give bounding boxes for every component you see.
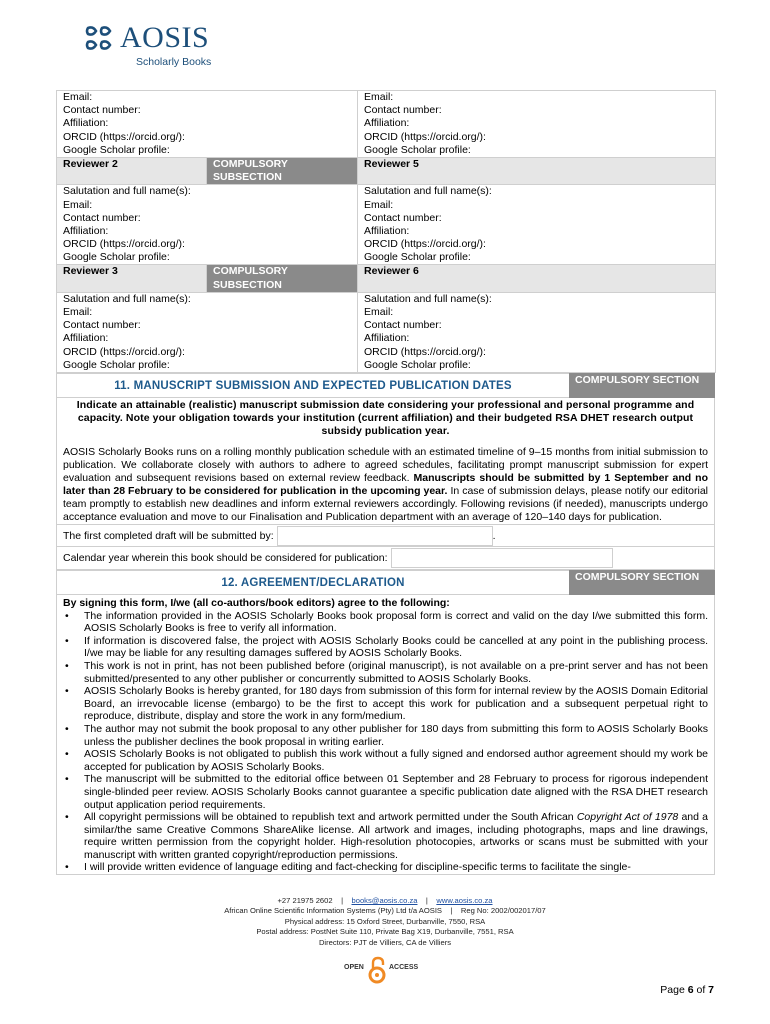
- page-prefix: Page: [660, 984, 688, 996]
- reviewer-2-title: Reviewer 2: [63, 157, 118, 170]
- copyright-act-name: Copyright Act of 1978: [576, 811, 679, 824]
- reviewer-3-title: Reviewer 3: [63, 265, 118, 278]
- affiliation-label: Affiliation:: [63, 332, 109, 345]
- contact-number-label: Contact number:: [63, 319, 141, 332]
- agreement-text: and a similar/the same Creative Commons ShareAlike license. All artwork and images, including photographs, maps and line drawings, require written permission from the copyright holder. High-resolution photocopies, artworks or scans must be submitted with your manuscript with written granted copyright/reproduction permissions.: [84, 811, 708, 861]
- affiliation-label: Affiliation:: [63, 224, 109, 237]
- agreement-lead: By signing this form, I/we (all co-authors/book editors) agree to the following:: [63, 597, 450, 609]
- calendar-year-row: [57, 546, 714, 569]
- orcid-label: ORCID (https://orcid.org/):: [63, 345, 185, 358]
- page-total: 7: [708, 984, 714, 996]
- agreement-item: • I will provide written evidence of language editing and fact-checking for discipline-specific terms to facilitate the single-: [63, 861, 708, 874]
- page-number: [660, 984, 714, 996]
- affiliation-label: Affiliation:: [364, 117, 410, 130]
- page-current: 6: [687, 984, 694, 996]
- orcid-label: ORCID (https://orcid.org/):: [364, 345, 486, 358]
- paragraph-deadline: Manuscripts should be submitted by 1 September and no later than 28 February to be considered for publication in the upcoming year.: [63, 472, 709, 497]
- email-label: Email:: [364, 306, 394, 319]
- affiliation-label: Affiliation:: [364, 332, 410, 345]
- agreement-list: [63, 610, 708, 874]
- email-label: Email:: [364, 198, 394, 211]
- orcid-label: ORCID (https://orcid.org/):: [63, 130, 185, 143]
- paragraph-text: AOSIS Scholarly Books runs on a rolling monthly publication schedule with an estimated timeline of 9–15 months from initial submission to publication. We collaborate closely with authors to adhere to agreed schedules, facilitating prompt manuscript submission for expert evaluation and subsequent revisions based on external review feedback.: [63, 446, 708, 484]
- oa-open-text: OPEN: [344, 964, 364, 971]
- section-11-title: 11. MANUSCRIPT SUBMISSION AND EXPECTED PUBLICATION DATES: [56, 373, 569, 398]
- logo-subtitle: Scholarly Books: [136, 56, 212, 68]
- salutation-label: Salutation and full name(s):: [63, 185, 191, 198]
- paragraph-text: In case of submission delays, please notify our editorial team promptly to establish new deadlines and inform external reviewers accordingly. Following revisions (if needed), manuscripts undergo acceptance evaluation and move to our Finalisation and Publication department with an average of 120–140 days for publication.: [63, 485, 708, 523]
- calendar-year-input[interactable]: [391, 548, 613, 568]
- contact-number-label: Contact number:: [63, 104, 141, 117]
- page-of: of: [693, 984, 709, 996]
- footer-separator: |: [450, 906, 453, 916]
- agreement-item: • If information is discovered false, the project with AOSIS Scholarly Books could be cancelled at any point in the publishing process. I/we may be liable for any resulting damages suffered by AOSIS Scholarly Books.: [63, 635, 708, 660]
- compulsory-section-badge: COMPULSORY SECTION: [569, 570, 715, 595]
- footer-contact-line: [0, 896, 770, 906]
- footer-postal: Postal address: PostNet Suite 110, Private Bag X19, Durbanville, 7551, RSA: [256, 927, 514, 937]
- section-11-intro: Indicate an attainable (realistic) manuscript submission date considering your professional and personal programme and capacity. Note your obligation towards your institution (current affiliation) and their budgeted RSA DHET research output subsidy publication year.: [76, 399, 695, 437]
- agreement-item: • This work is not in print, has not been published before (original manuscript), is not available on a pre-print server and has not been submitted/presented to any other publisher or concurrently submitted to AOSIS Scholarly Books.: [63, 660, 708, 685]
- reviewers-table: [56, 90, 716, 373]
- affiliation-label: Affiliation:: [63, 117, 109, 130]
- footer-phone: +27 21975 2602: [277, 896, 333, 905]
- reviewer-contact-row: [57, 185, 716, 265]
- section-11-header: [56, 373, 715, 398]
- agreement-item: • The author may not submit the book proposal to any other publisher for 180 days from submitting this form to AOSIS Scholarly Books unless the publisher declines the book proposal in writing earlier.: [63, 723, 708, 748]
- footer-physical: Physical address: 15 Oxford Street, Durbanville, 7550, RSA: [284, 916, 486, 926]
- google-scholar-label: Google Scholar profile:: [364, 251, 471, 264]
- aosis-logo: [84, 22, 234, 70]
- email-label: Email:: [63, 306, 93, 319]
- footer-reg: Reg No: 2002/002017/07: [460, 906, 546, 916]
- logo-wordmark: AOSIS: [120, 21, 210, 54]
- agreement-item: [63, 811, 708, 861]
- google-scholar-label: Google Scholar profile:: [63, 358, 170, 371]
- compulsory-subsection-badge: COMPULSORY SUBSECTION: [207, 157, 358, 184]
- form-page: [56, 90, 715, 875]
- google-scholar-label: Google Scholar profile:: [364, 358, 471, 371]
- orcid-label: ORCID (https://orcid.org/):: [364, 130, 486, 143]
- compulsory-subsection-badge: COMPULSORY SUBSECTION: [207, 265, 358, 292]
- reviewer-contact-row: [57, 91, 716, 158]
- page-footer: [0, 896, 770, 948]
- salutation-label: Salutation and full name(s):: [364, 185, 492, 198]
- reviewer-heading-row: [57, 265, 716, 292]
- footer-website-link[interactable]: www.aosis.co.za: [436, 896, 493, 905]
- reviewer-5-title: Reviewer 5: [364, 157, 419, 170]
- google-scholar-label: Google Scholar profile:: [63, 143, 170, 156]
- agreement-item: • AOSIS Scholarly Books is not obligated to publish this work without a fully signed and endorsed author agreement should my work be accepted for publication by AOSIS Scholarly Books.: [63, 748, 708, 773]
- salutation-label: Salutation and full name(s):: [364, 292, 492, 305]
- section-12-title: 12. AGREEMENT/DECLARATION: [56, 570, 569, 595]
- open-access-lock-icon: [368, 956, 386, 984]
- agreement-item: • The manuscript will be submitted to the editorial office between 01 September and 28 February to process for rigorous independent single-blinded peer review. AOSIS Scholarly Books cannot guarantee a specific publication date aligned with the RSA DHET research output application period requirements.: [63, 773, 708, 811]
- section-11-body: [56, 398, 715, 570]
- open-access-logo: [344, 956, 426, 986]
- agreement-item: • The information provided in the AOSIS Scholarly Books book proposal form is correct and valid on the day I/we submitted this form. AOSIS Scholarly Books is free to verify all information.: [63, 610, 708, 635]
- footer-company: African Online Scientific Information Systems (Pty) Ltd t/a AOSIS: [224, 906, 442, 916]
- footer-company-line: [0, 906, 770, 916]
- draft-date-row: [57, 524, 714, 546]
- section-11-paragraph: [57, 442, 714, 524]
- draft-date-suffix: .: [492, 529, 496, 542]
- section-12-header: [56, 570, 715, 595]
- oa-access-text: ACCESS: [389, 964, 419, 971]
- email-label: Email:: [364, 91, 394, 103]
- footer-separator: |: [341, 896, 344, 905]
- agreement-text: All copyright permissions will be obtained to republish text and artwork permitted under the South African: [84, 811, 577, 824]
- reviewer-6-title: Reviewer 6: [364, 265, 419, 278]
- email-label: Email:: [63, 91, 93, 103]
- orcid-label: ORCID (https://orcid.org/):: [364, 238, 486, 251]
- agreement-item: • AOSIS Scholarly Books is hereby granted, for 180 days from submission of this form for internal review by the AOSIS Domain Editorial Board, an irrevocable license (embargo) to be the first to accept this work for publication and a subsequent perpetual right to reproduce, distribute, display and store the work in any form/medium.: [63, 685, 708, 723]
- contact-number-label: Contact number:: [364, 319, 442, 332]
- orcid-label: ORCID (https://orcid.org/):: [63, 238, 185, 251]
- draft-date-label: The first completed draft will be submitted by:: [63, 529, 274, 542]
- affiliation-label: Affiliation:: [364, 224, 410, 237]
- footer-email-link[interactable]: books@aosis.co.za: [351, 896, 418, 905]
- contact-number-label: Contact number:: [364, 104, 442, 117]
- compulsory-section-badge: COMPULSORY SECTION: [569, 373, 715, 398]
- draft-date-input[interactable]: [277, 526, 493, 546]
- reviewer-heading-row: [57, 157, 716, 184]
- footer-directors: Directors: PJT de Villiers, CA de Villiers: [318, 937, 452, 947]
- calendar-year-label: Calendar year wherein this book should be considered for publication:: [63, 552, 388, 564]
- reviewer-contact-row: [57, 292, 716, 372]
- contact-number-label: Contact number:: [364, 211, 442, 224]
- aosis-logo-icon: [84, 24, 118, 54]
- salutation-label: Salutation and full name(s):: [63, 292, 191, 305]
- google-scholar-label: Google Scholar profile:: [63, 251, 170, 264]
- email-label: Email:: [63, 198, 93, 211]
- footer-separator: |: [425, 896, 428, 905]
- section-12-body: [56, 595, 715, 875]
- google-scholar-label: Google Scholar profile:: [364, 143, 471, 156]
- contact-number-label: Contact number:: [63, 211, 141, 224]
